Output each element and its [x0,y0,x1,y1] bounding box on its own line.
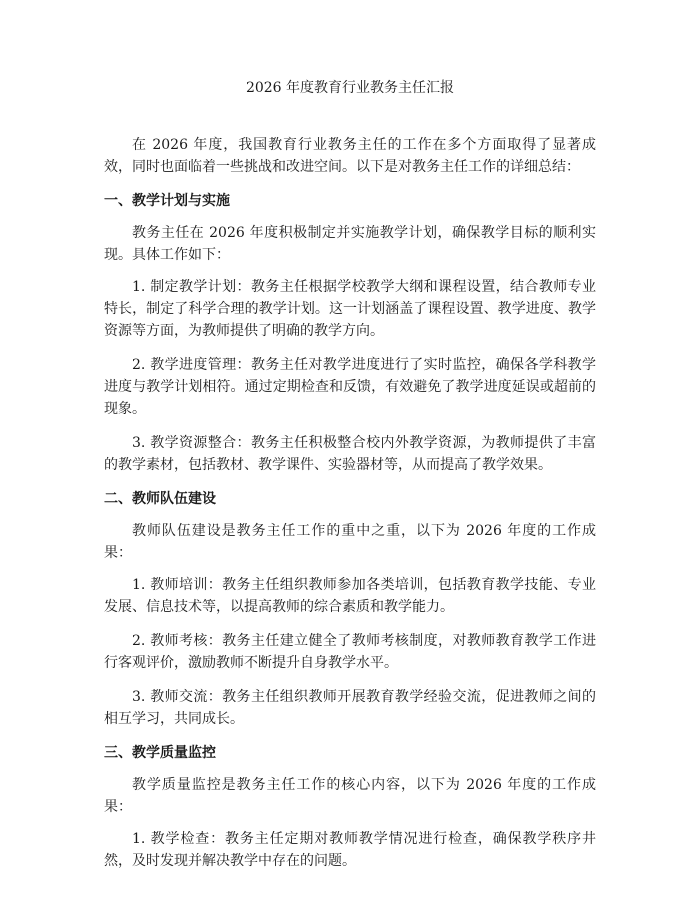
section-intro: 教务主任在 2026 年度积极制定并实施教学计划，确保教学目标的顺利实现。具体工作如下： [104,225,596,263]
section-intro: 教学质量监控是教务主任工作的核心内容，以下为 2026 年度的工作成果： [104,777,596,815]
section-heading: 三、教学质量监控 [104,745,216,761]
list-item: 1. 教学检查：教务主任定期对教师教学情况进行检查，确保教学秩序井然，及时发现并解决教学中存在的问题。 [104,831,596,869]
list-item: 2. 教学进度管理：教务主任对教学进度进行了实时监控，确保各学科教学进度与教学计划相符。通过定期检查和反馈，有效避免了教学进度延误或超前的现象。 [104,357,596,417]
list-item: 1. 制定教学计划：教务主任根据学校教学大纲和课程设置，结合教师专业特长，制定了科学合理的教学计划。这一计划涵盖了课程设置、教学进度、教学资源等方面，为教师提供了明确的教学方向。 [104,279,596,339]
section-teacher-team [104,488,596,730]
list-item: 3. 教学资源整合：教务主任积极整合校内外教学资源，为教师提供了丰富的教学素材，包括教材、教学课件、实验器材等，从而提高了教学效果。 [104,435,596,473]
document-intro: 在 2026 年度，我国教育行业教务主任的工作在多个方面取得了显著成效，同时也面临着一些挑战和改进空间。以下是对教务主任工作的详细总结： [104,137,596,175]
list-item: 1. 教师培训：教务主任组织教师参加各类培训，包括教育教学技能、专业发展、信息技术等，以提高教师的综合素质和教学能力。 [104,577,596,615]
section-quality-monitoring [104,742,596,872]
section-heading: 二、教师队伍建设 [104,491,216,507]
list-item: 2. 教师考核：教务主任建立健全了教师考核制度，对教师教育教学工作进行客观评价，激励教师不断提升自身教学水平。 [104,633,596,671]
list-item: 3. 教师交流：教务主任组织教师开展教育教学经验交流，促进教师之间的相互学习，共同成长。 [104,689,596,727]
document-title: 2026 年度教育行业教务主任汇报 [245,80,455,96]
section-intro: 教师队伍建设是教务主任工作的重中之重，以下为 2026 年度的工作成果： [104,523,596,561]
section-teaching-plan [104,190,596,476]
section-heading: 一、教学计划与实施 [104,193,230,209]
